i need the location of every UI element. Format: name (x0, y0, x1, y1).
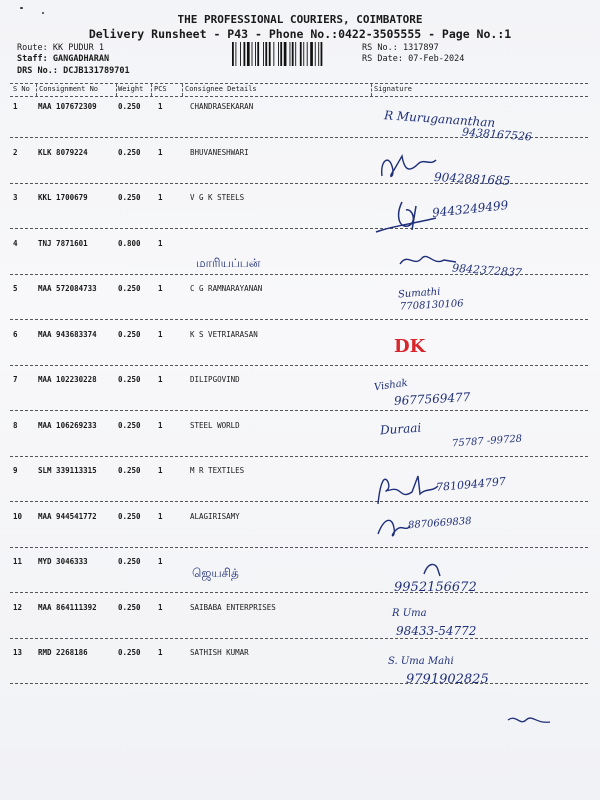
cell-consignee: SAIBABA ENTERPRISES (190, 602, 276, 612)
cell-consignment: MAA 864111392 (38, 602, 97, 612)
signature-name: Sumathi (397, 286, 441, 301)
cell-consignee: ALAGIRISAMY (190, 511, 240, 521)
rs-date-label: RS Date: (362, 54, 403, 64)
column-header-consignee: Consignee Details (185, 85, 257, 93)
column-divider (371, 84, 372, 96)
cell-consignment: SLM 339113315 (38, 466, 97, 475)
column-header-weight: Weight (118, 85, 144, 93)
cell-consignment: MAA 572084733 (38, 284, 97, 293)
scan-speck (20, 7, 23, 9)
staff-line (17, 54, 109, 64)
cell-sno: 6 (13, 329, 18, 339)
cell-weight: 0.250 (118, 284, 141, 293)
cell-consignee: CHANDRASEKARAN (190, 102, 254, 111)
cell-consignee: BHUVANESHWARI (190, 147, 249, 157)
staff-label: Staff: (17, 54, 48, 64)
rs-date-line (362, 54, 464, 64)
signature-phone: 9443249499 (431, 198, 509, 220)
barcode-image (232, 42, 352, 66)
rs-no-line (362, 43, 439, 53)
cell-weight: 0.800 (118, 238, 141, 248)
signature-phone: 9438167526 (461, 125, 533, 144)
signature-scribble (372, 470, 442, 510)
cell-consignment: MAA 106269233 (38, 420, 97, 430)
cell-sno: 12 (13, 602, 23, 612)
cell-sno: 5 (13, 284, 18, 293)
cell-pcs: 1 (158, 420, 163, 430)
cell-sno: 3 (13, 193, 18, 202)
signature-scribble (506, 710, 554, 730)
column-divider (116, 84, 117, 96)
row-divider (10, 319, 588, 320)
cell-pcs: 1 (158, 375, 163, 384)
cell-consignment: TNJ 7871601 (38, 238, 88, 248)
cell-pcs: 1 (158, 602, 163, 612)
cell-weight: 0.250 (118, 375, 141, 384)
column-divider (36, 84, 37, 96)
route-label: Route: (17, 43, 48, 53)
cell-pcs: 1 (158, 284, 163, 293)
drs-label: DRS No.: (17, 66, 58, 76)
drs-value: DCJB131789701 (63, 66, 130, 76)
cell-consignee: C G RAMNARAYANAN (190, 284, 263, 293)
cell-consignee: V G K STEELS (190, 193, 245, 202)
row-divider (10, 365, 588, 366)
cell-pcs: 1 (158, 147, 163, 157)
signature-phone: 7708130106 (399, 298, 464, 313)
cell-pcs: 1 (158, 466, 163, 475)
cell-pcs: 1 (158, 193, 163, 202)
cell-sno: 10 (13, 511, 23, 521)
row-divider (10, 456, 588, 457)
column-header-consignment: Consignment No (39, 85, 99, 93)
cell-consignee: STEEL WORLD (190, 420, 240, 430)
signature-name: S. Uma Mahi (388, 656, 454, 667)
cell-pcs: 1 (158, 648, 163, 657)
cell-sno: 2 (13, 147, 18, 157)
signature-scribble (420, 560, 444, 578)
row-divider (10, 501, 588, 502)
table-top-rule (10, 83, 588, 84)
cell-weight: 0.250 (118, 329, 141, 339)
signature-tamil: ஜெயசித் (192, 566, 239, 580)
cell-weight: 0.250 (118, 102, 141, 111)
cell-weight: 0.250 (118, 602, 141, 612)
signature-scribble (372, 196, 442, 240)
cell-sno: 4 (13, 238, 18, 248)
row-divider (10, 228, 588, 229)
cell-consignment: KLK 8079224 (38, 147, 88, 157)
signature-phone: 75787 -99728 (451, 433, 523, 450)
cell-consignee: DILIPGOVIND (190, 375, 240, 384)
rs-date-value: 07-Feb-2024 (408, 54, 465, 64)
cell-consignee: M R TEXTILES (190, 466, 245, 475)
cell-weight: 0.250 (118, 147, 141, 157)
signature-phone: 9677569477 (393, 390, 471, 408)
row-divider (10, 592, 588, 593)
cell-pcs: 1 (158, 238, 163, 248)
signature-name: Duraai (379, 420, 422, 438)
route-value: KK PUDUR 1 (52, 43, 105, 53)
column-header-signature: Signature (374, 85, 412, 93)
signature-phone: 7810944797 (435, 474, 507, 495)
column-divider (151, 84, 152, 96)
rs-no-label: RS No.: (362, 43, 398, 53)
signature-phone: 98433-54772 (396, 624, 477, 638)
cell-weight: 0.250 (118, 420, 141, 430)
cell-pcs: 1 (158, 102, 163, 111)
signature-phone: 9042881685 (433, 170, 511, 188)
cell-consignment: MAA 944541772 (38, 511, 97, 521)
row-divider (10, 683, 588, 684)
signature-phone: 9952156672 (394, 580, 477, 595)
cell-pcs: 1 (158, 557, 163, 566)
table-header-rule (10, 96, 588, 97)
signature-name: Vishak (373, 377, 409, 394)
column-divider (182, 84, 183, 96)
cell-consignee: SATHISH KUMAR (190, 648, 249, 657)
cell-pcs: 1 (158, 511, 163, 521)
cell-consignment: MAA 107672309 (38, 102, 97, 111)
cell-sno: 7 (13, 375, 18, 384)
cell-sno: 1 (13, 102, 18, 111)
cell-consignee: K S VETRIARASAN (190, 329, 258, 339)
cell-sno: 9 (13, 466, 18, 475)
route-line (17, 43, 104, 53)
row-divider (10, 410, 588, 411)
cell-sno: 11 (13, 557, 23, 566)
rs-no-value: 1317897 (402, 43, 439, 53)
signature-tamil: மாரியப்பன் (196, 256, 261, 270)
cell-sno: 13 (13, 648, 23, 657)
cell-consignment: MAA 943683374 (38, 329, 97, 339)
cell-weight: 0.250 (118, 557, 141, 566)
drs-line (17, 66, 130, 76)
row-divider (10, 638, 588, 639)
signature-phone: 8870669838 (407, 515, 472, 532)
cell-weight: 0.250 (118, 466, 141, 475)
signature-phone: 9842372837 (451, 261, 523, 280)
column-header-pcs: PCS (154, 85, 167, 93)
staff-value: GANGADHARAN (52, 54, 110, 64)
cell-pcs: 1 (158, 329, 163, 339)
signature-name: R Murugananthan (383, 108, 496, 130)
cell-weight: 0.250 (118, 511, 141, 521)
cell-weight: 0.250 (118, 648, 141, 657)
runsheet-title: Delivery Runsheet - P43 - Phone No.:0422-3505555 - Page No.:1 (88, 27, 512, 41)
cell-consignment: RMD 2268186 (38, 648, 88, 657)
cell-consignment: MAA 102230228 (38, 375, 97, 384)
column-header-sno: S No (13, 85, 30, 93)
company-title: THE PROFESSIONAL COURIERS, COIMBATORE (177, 13, 423, 26)
cell-weight: 0.250 (118, 193, 141, 202)
signature-phone: 9791902825 (406, 672, 489, 687)
signature-name: R Uma (392, 608, 427, 619)
cell-sno: 8 (13, 420, 18, 430)
cell-consignment: MYD 3046333 (38, 557, 88, 566)
row-divider (10, 547, 588, 548)
signature-scribble (398, 250, 458, 270)
signature-mark: DK (394, 336, 426, 357)
cell-consignment: KKL 1700679 (38, 193, 88, 202)
